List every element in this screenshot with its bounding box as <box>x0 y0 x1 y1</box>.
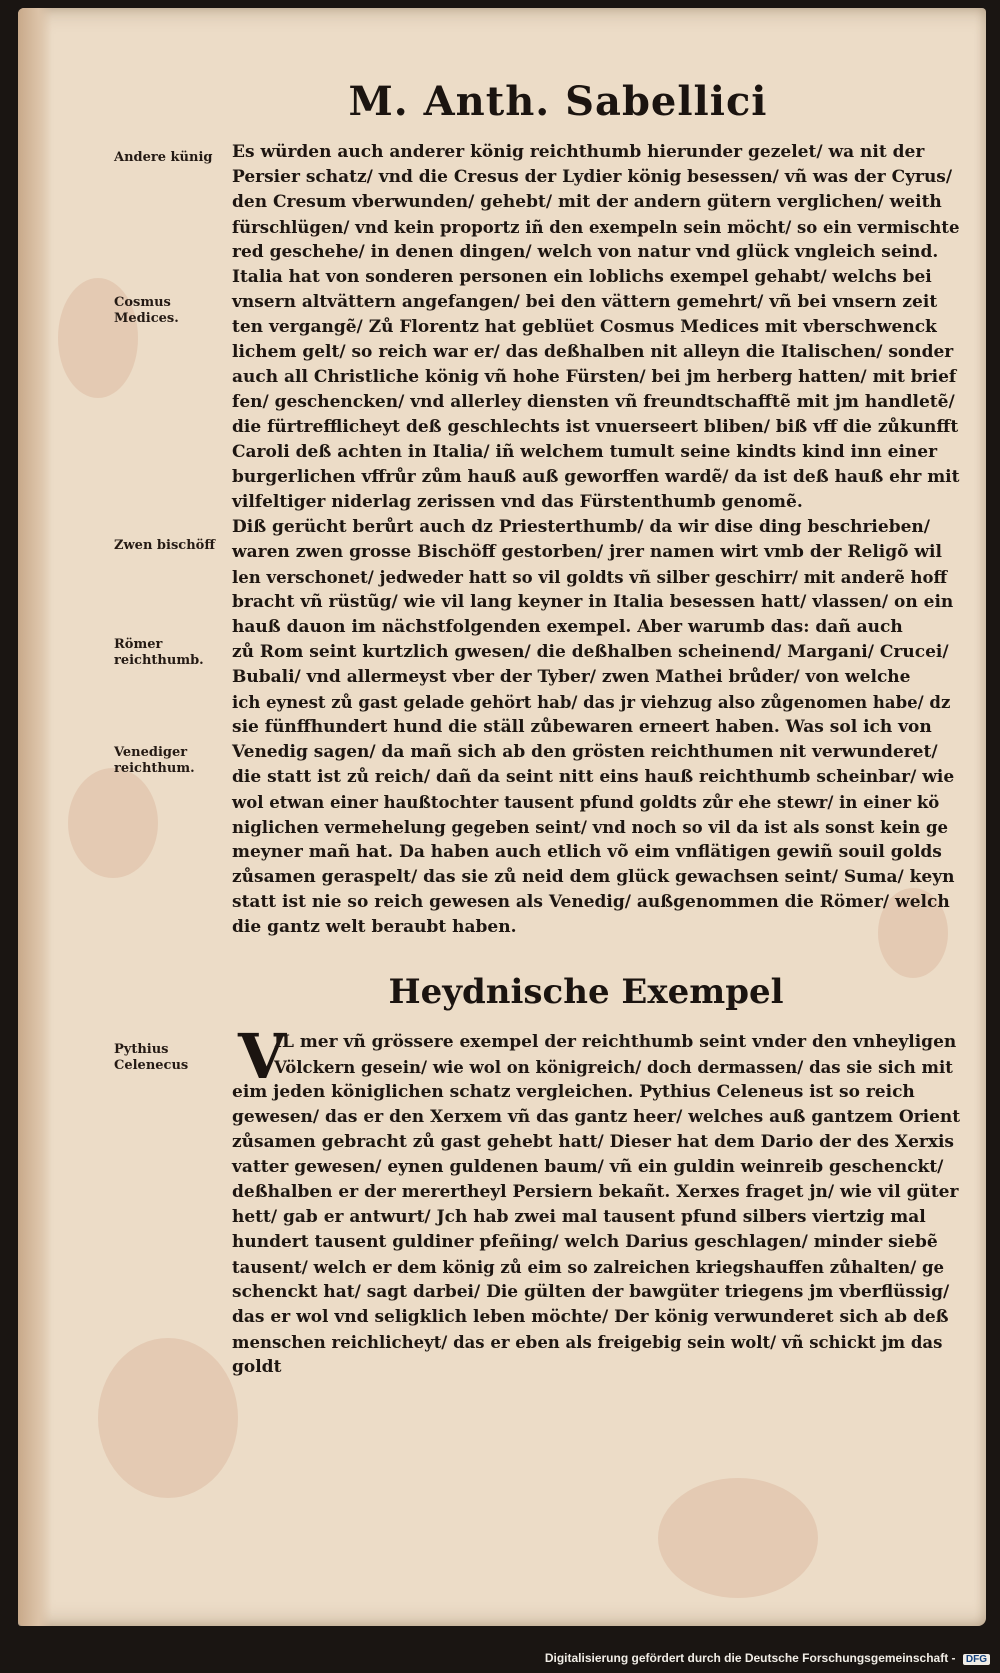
section-heading: Heydnische Exempel <box>388 972 784 1012</box>
text-line: deßhalben er der merertheyl Persiern bekañt. Xerxes fraget jn/ wie vil güter <box>232 1182 959 1202</box>
body-text-block <box>232 140 960 940</box>
text-line: waren zwen grosse Bischöff gestorben/ jrer namen wirt vmb der Religõ wil <box>232 542 942 562</box>
text-line: Diß gerücht berůrt auch dz Priesterthumb/ da wir dise ding beschrieben/ <box>232 517 930 537</box>
margin-note: Andere künig <box>114 150 213 165</box>
initial-letter: V <box>238 1020 287 1093</box>
margin-note: Zwen bischöff <box>114 538 215 553</box>
text-line: die gantz welt beraubt haben. <box>232 917 517 937</box>
text-line: Es würden auch anderer könig reichthumb hierunder gezelet/ wa nit der <box>232 142 925 162</box>
footer-credit <box>545 1651 990 1665</box>
text-line: hauß dauon im nächstfolgenden exempel. Aber warumb das: dañ auch <box>232 617 903 637</box>
text-line: zů Rom seint kurtzlich gwesen/ die deßhalben scheinend/ Margani/ Crucei/ <box>232 642 949 662</box>
margin-note: Römer reichthumb. <box>114 637 204 668</box>
text-line: ten vergangẽ/ Zů Florentz hat geblüet Cosmus Medices mit vberschwenck <box>232 317 937 337</box>
text-line: goldt <box>232 1357 282 1377</box>
text-line: tausent/ welch er dem könig zů eim so zalreichen kriegshauffen zůhalten/ ge <box>232 1258 945 1277</box>
text-line: red geschehe/ in denen dingen/ welch von natur vnd glück vngleich seind. <box>232 242 939 262</box>
text-line: Persier schatz/ vnd die Cresus der Lydier könig besessen/ vñ was der Cyrus/ <box>232 167 953 187</box>
margin-note: Venediger reichthum. <box>114 745 195 776</box>
text-line: zůsamen geraspelt/ das sie zů neid dem glück gewachsen seint/ Suma/ keyn <box>232 867 955 887</box>
stain <box>68 768 158 878</box>
text-line: Venedig sagen/ da mañ sich ab den grösten reichthumen nit verwunderet/ <box>232 742 938 762</box>
text-line: lichem gelt/ so reich war er/ das deßhalben nit alleyn die Italischen/ sonder <box>232 342 954 362</box>
text-line: Caroli deß achten in Italia/ iñ welchem tumult seine kindts kind inn einer <box>232 442 938 462</box>
text-line: wol etwan einer haußtochter tausent pfund goldts zůr ehe stewr/ in einer kö <box>232 793 940 812</box>
text-line: hett/ gab er antwurt/ Jch hab zwei mal tausent pfund silbers viertzig mal <box>232 1207 926 1227</box>
stain <box>658 1478 818 1598</box>
text-line: vatter gewesen/ eynen guldenen baum/ vñ ein guldin weinreib geschenckt/ <box>232 1157 944 1177</box>
text-line: meyner mañ hat. Da haben auch etlich võ eim vnflätigen gewiñ souil golds <box>232 842 942 862</box>
running-header: M. Anth. Sabellici <box>348 78 768 125</box>
page-edge-shadow <box>18 8 52 1626</box>
margin-note: Pythius Celenecus <box>114 1042 189 1073</box>
text-line: bracht vñ rüstũg/ wie vil lang keyner in Italia besessen hatt/ vlassen/ on ein <box>232 592 954 612</box>
text-line: Völckern gesein/ wie wol on königreich/ doch dermassen/ das sie sich mit <box>274 1058 953 1077</box>
text-line: auch all Christliche könig vñ hohe Fürsten/ bei jm herberg hatten/ mit brief <box>232 367 957 387</box>
text-line: burgerlichen vffrůr zům hauß auß geworffen wardẽ/ da ist deß hauß ehr mit <box>232 467 960 487</box>
text-line: die statt ist zů reich/ dañ da seint nitt eins hauß reichthumb scheinbar/ wie <box>232 767 955 787</box>
text-line: das er wol vnd seligklich leben möchte/ Der könig verwunderet sich ab deß <box>232 1307 949 1327</box>
text-line: schenckt hat/ sagt darbei/ Die gülten der bawgüter triegens jm vberflüssig/ <box>232 1282 950 1302</box>
text-line: zůsamen gebracht zů gast gehebt hatt/ Dieser hat dem Dario der des Xerxis <box>232 1132 955 1152</box>
text-line: ich eynest zů gast gelade gehört hab/ das jr viehzug also zůgenomen habe/ dz <box>232 693 951 712</box>
text-line: Italia hat von sonderen personen ein loblichs exempel gehabt/ welchs bei <box>232 267 932 287</box>
body-text-block <box>232 1030 960 1380</box>
text-line: vilfeltiger niderlag zerissen vnd das Fürstenthumb genomẽ. <box>232 492 803 512</box>
text-line: den Cresum vberwunden/ gehebt/ mit der andern gütern verglichen/ weith <box>232 192 942 212</box>
text-line: niglichen vermehelung gegeben seint/ vnd noch so vil da ist als sonst kein ge <box>232 818 949 837</box>
text-line: statt ist nie so reich gewesen als Venedig/ außgenommen die Römer/ welch <box>232 892 950 912</box>
text-line: fen/ geschencken/ vnd allerley diensten vñ freundtschafftẽ mit jm handletẽ/ <box>232 392 955 412</box>
text-line: gewesen/ das er den Xerxem vñ das gantz heer/ welches auß gantzem Orient <box>232 1107 961 1127</box>
margin-note: Cosmus Medices. <box>114 295 179 326</box>
dfg-logo: DFG <box>963 1654 990 1665</box>
stain <box>98 1338 238 1498</box>
text-line: sie fünffhundert hund die ställ zůbewaren erneert haben. Was sol ich von <box>232 717 932 737</box>
text-line: menschen reichlicheyt/ das er eben als freigebig sein wolt/ vñ schickt jm das <box>232 1333 943 1352</box>
text-line: vnsern altvättern angefangen/ bei den vättern gemehrt/ vñ bei vnsern zeit <box>232 292 938 312</box>
text-line: eim jeden königlichen schatz vergleichen. Pythius Celeneus ist so reich <box>232 1082 915 1102</box>
text-line: Bubali/ vnd allermeyst vber der Tyber/ zwen Mathei brůder/ von welche <box>232 667 911 687</box>
text-line: die fürtrefflicheyt deß geschlechts ist vnuerseert bliben/ biß vff die zůkunfft <box>232 417 959 437</box>
text-line: fürschlügen/ vnd kein proportz iñ den exempeln sein möcht/ so ein vermischte <box>232 218 960 237</box>
text-line: IL mer vñ grössere exempel der reichthumb seint vnder den vnheyligen <box>274 1032 957 1052</box>
text-line: hundert tausent guldiner pfeñing/ welch Darius geschlagen/ minder siebẽ <box>232 1232 938 1252</box>
footer-text: Digitalisierung gefördert durch die Deutsche Forschungsgemeinschaft - <box>544 1651 956 1665</box>
text-line: len verschonet/ jedweder hatt so vil goldts vñ silber geschirr/ mit anderẽ hoff <box>232 568 947 587</box>
